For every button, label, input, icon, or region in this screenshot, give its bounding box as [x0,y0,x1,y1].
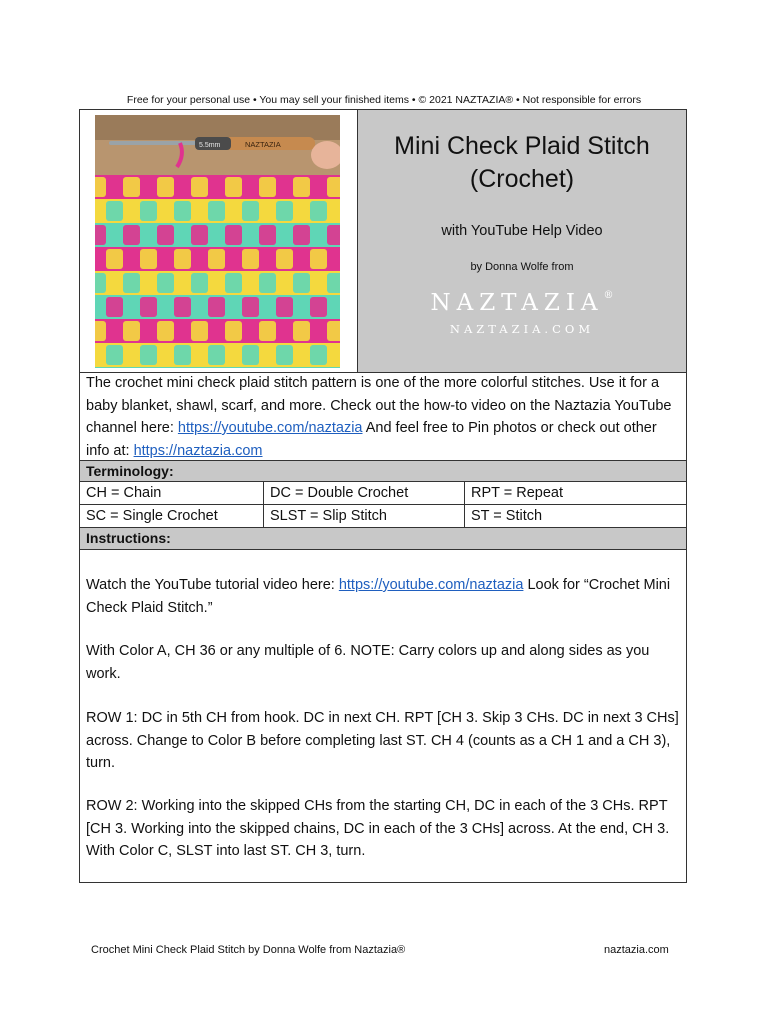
pattern-sheet [79,109,687,883]
tutorial-link[interactable]: https://youtube.com/naztazia [338,577,524,593]
intro-text-1: The crochet mini check plaid stitch pattern is one of the more colorful stitches. Use it for a baby blanket, shawl, scarf, and more. Check out the how-to video on the Naztazia YouTube channel here: [86,375,672,436]
instructions-paragraph: ROW 2: Working into the skipped CHs from the starting CH, DC in each of the 3 CHs. RPT [CH 3. Working into the skipped chains, DC in each of the 3 CHs] across. At the end, CH 3. With Color C, SLST into last ST. CH 3, turn. [86,798,670,859]
title-line-2: (Crochet) [469,165,575,193]
header-row [80,110,686,373]
term-cell: DC = Double Crochet [264,482,465,504]
registered-mark: ® [603,290,614,301]
instructions-paragraph: ROW 1: DC in 5th CH from hook. DC in next CH. RPT [CH 3. Skip 3 CHs. DC in next 3 CHs] across. Change to Color B before completing last ST. CH 4 (counts as a CH 1 and a CH 3), turn. [86,710,679,771]
instructions-paragraph: With Color A, CH 36 or any multiple of 6. NOTE: Carry colors up and along sides as you work. [86,643,650,682]
intro-paragraph [86,372,682,462]
term-cell: SC = Single Crochet [80,505,264,527]
youtube-link[interactable]: https://youtube.com/naztazia [177,420,363,436]
term-cell: ST = Stitch [471,508,543,524]
page-title [358,130,686,196]
intro-text-2: And feel free to Pin photos or check out other info at: [86,420,657,459]
watch-text: Watch the YouTube tutorial video here: [86,577,339,593]
brand-logo [358,290,686,316]
disclaimer: Free for your personal use • You may sell your finished items • © 2021 NAZTAZIA® • Not responsible for errors [126,94,642,106]
brand-name: NAZTAZIA [430,290,604,316]
hook-label-brand: NAZTAZIA [245,140,281,149]
title-line-1: Mini Check Plaid Stitch [394,132,650,160]
photo-cell [80,110,358,372]
terminology-row [80,505,686,528]
brand-url: NAZTAZIA.COM [449,322,595,336]
hook-shaft [109,141,199,145]
footer-url: naztazia.com [604,944,669,956]
crochet-photo [95,115,340,368]
hook-label-size: 5.5mm [199,142,221,149]
byline: by Donna Wolfe from [470,261,574,273]
watch-after-text: Look for “Crochet Mini Check Plaid Stitch.” [86,577,671,616]
term-cell: CH = Chain [80,482,264,504]
website-link[interactable]: https://naztazia.com [133,442,263,459]
footer-credit: Crochet Mini Check Plaid Stitch by Donna Wolfe from Naztazia® [91,944,406,956]
instructions-watch [86,574,682,619]
title-cell [358,110,686,372]
instructions-heading: Instructions: [80,528,686,550]
terminology-heading: Terminology: [80,460,686,482]
subtitle: with YouTube Help Video [441,223,603,239]
terminology-row [80,482,686,505]
term-cell: SLST = Slip Stitch [264,505,465,527]
term-cell: RPT = Repeat [471,485,564,501]
